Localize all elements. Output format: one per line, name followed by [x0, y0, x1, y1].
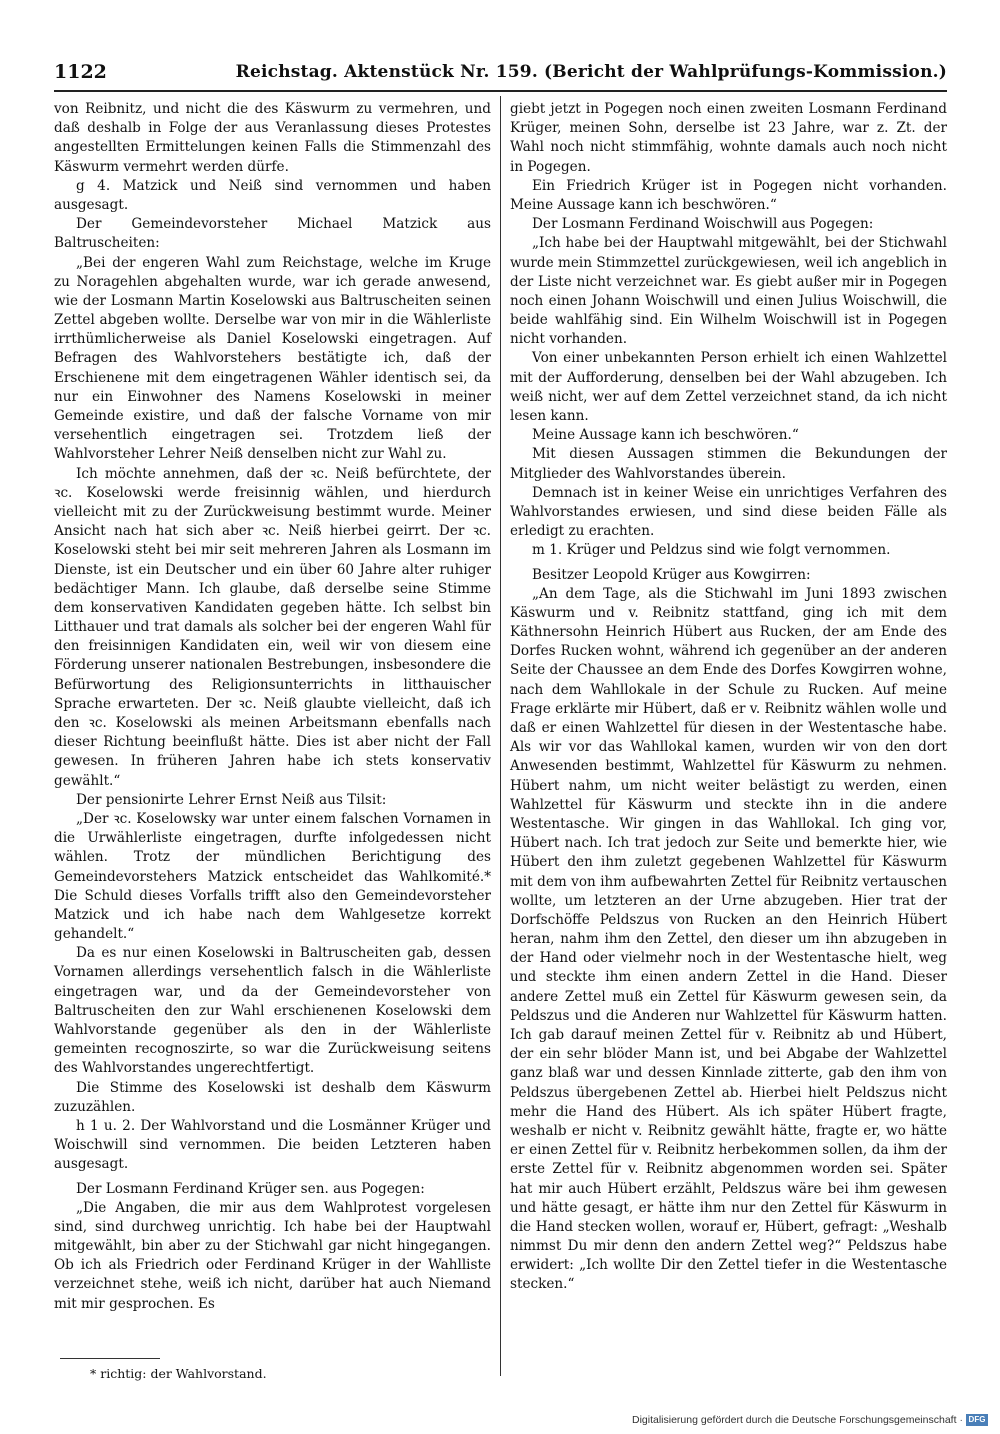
- paragraph: h 1 u. 2. Der Wahlvorstand und die Losmänner Krüger und Woischwill sind vernommen. Die beiden Letzteren haben ausgesagt.: [54, 1117, 491, 1173]
- page-number: 1122: [54, 61, 107, 83]
- paragraph: Da es nur einen Koselowski in Baltruscheiten gab, dessen Vornamen allerdings versehentlich falsch in die Wählerliste eingetragen war, und da der Gemeindevorsteher von Baltruscheiten den zur Wahl erschienenen Koselowski dem Wahlvorstande gegenüber als den in der Wählerliste gemeinten recognoszirte, so war die Zurückweisung seitens des Wahlvorstandes ungerechtfertigt.: [54, 945, 491, 1077]
- paragraph: Ein Friedrich Krüger ist in Pogegen nicht vorhanden. Meine Aussage kann ich beschwören.“: [510, 177, 947, 213]
- footnote-divider: [60, 1358, 160, 1359]
- credit-text: Digitalisierung gefördert durch die Deutsche Forschungsgemeinschaft: [631, 1414, 957, 1426]
- paragraph: g 4. Matzick und Neiß sind vernommen und haben ausgesagt.: [54, 177, 491, 213]
- paragraph: Der Losmann Ferdinand Woischwill aus Pogegen:: [532, 216, 874, 233]
- paragraph: von Reibnitz, und nicht die des Käswurm zu vermehren, und daß deshalb in Folge der aus Veranlassung dieses Protestes angestellten Ermittelungen keinen Falls die Stimmenzahl des Käswurm vermehrt werden dürfe.: [54, 101, 491, 175]
- paragraph: Der pensionirte Lehrer Ernst Neiß aus Tilsit:: [76, 791, 387, 808]
- paragraph: Besitzer Leopold Krüger aus Kowgirren:: [532, 566, 811, 583]
- left-column: [54, 100, 491, 1314]
- running-title: Reichstag. Aktenstück Nr. 159. (Bericht der Wahlprüfungs-Kommission.): [235, 62, 947, 82]
- credit-separator: ·: [959, 1414, 963, 1426]
- right-column: [510, 100, 947, 1295]
- paragraph: m 1. Krüger und Peldzus sind wie folgt vernommen.: [532, 542, 891, 559]
- paragraph: „Der ꝛc. Koselowsky war unter einem falschen Vornamen in die Urwählerliste eingetragen, durfte infolgedessen nicht wählen. Trotz der mündlichen Berichtigung des Gemeindevorstehers Matzick entscheidet das Wahlkomité.* Die Schuld dieses Vorfalls trifft also den Gemeindevorsteher Matzick und ich habe nach dem Wahlgesetze korrekt gehandelt.“: [54, 810, 491, 943]
- paragraph: „Ich habe bei der Hauptwahl mitgewählt, bei der Stichwahl wurde mein Stimmzettel zurückgewiesen, weil ich angeblich in der Liste nicht verzeichnet war. Es giebt außer mir in Pogegen noch einen Johann Woischwill und einen Julius Woischwill, die beide wahlfähig sind. Ein Wilhelm Woischwill ist in Pogegen nicht vorhanden.: [510, 235, 947, 348]
- paragraph: Mit diesen Aussagen stimmen die Bekundungen der Mitglieder des Wahlvorstandes überein.: [510, 446, 947, 482]
- paragraph: giebt jetzt in Pogegen noch einen zweiten Losmann Ferdinand Krüger, meinen Sohn, derselbe ist 23 Jahre, war z. Zt. der Wahl noch nicht stimmfähig, wohnte damals auch noch nicht in Pogegen.: [510, 101, 947, 175]
- digitization-credit: [632, 1414, 988, 1426]
- dfg-logo-icon: DFG: [966, 1414, 988, 1426]
- paragraph: Meine Aussage kann ich beschwören.“: [532, 427, 799, 444]
- paragraph: Der Losmann Ferdinand Krüger sen. aus Pogegen:: [76, 1180, 425, 1197]
- paragraph: „Bei der engeren Wahl zum Reichstage, welche im Kruge zu Noragehlen abgehalten wurde, war ich gerade anwesend, wie der Losmann Martin Koselowski aus Baltruscheiten seinen Zettel abgeben wollte. Derselbe war von mir in die Wählerliste irrthümlicherweise als Daniel Koselowski eingetragen. Auf Befragen des Wahlvorstehers bestätigte ich, daß der Erschienene mit dem eingetragenen Wähler identisch sei, da nur ein Einwohner des Namens Koselowski in meiner Gemeinde existire, und daß der falsche Vorname von mir versehentlich eingetragen sei. Trotzdem ließ der Wahlvorsteher Lehrer Neiß denselben nicht zur Wahl zu.: [54, 254, 491, 463]
- paragraph: Ich möchte annehmen, daß der ꝛc. Neiß befürchtete, der ꝛc. Koselowski werde freisinnig wählen, und hierdurch vielleicht mit zu der Zurückweisung bestimmt wurde. Meiner Ansicht nach hat sich aber ꝛc. Neiß hierbei geirrt. Der ꝛc. Koselowski steht bei mir seit mehreren Jahren als Losmann im Dienste, ist ein Deutscher und ein über 60 Jahre alter ruhiger bedächtiger Mann. Ich glaube, daß derselbe seine Stimme dem konservativen Kandidaten gegeben hätte. Ich selbst bin Litthauer und trat damals als solcher bei der engeren Wahl für den freisinnigen Kandidaten ein, weil wir von diesem eine Förderung unserer nationalen Bestrebungen, insbesondere die Befürwortung des Religionsunterrichts in litthauischer Sprache erwarteten. Der ꝛc. Neiß glaubte vielleicht, daß ich den ꝛc. Koselowski als meinen Arbeitsmann ebenfalls nach dieser Richtung beeinflußt hätte. Dies ist aber nicht der Fall gewesen. In früheren Jahren habe ich stets konservativ gewählt.“: [54, 465, 491, 789]
- paragraph: Der Gemeindevorsteher Michael Matzick aus Baltruscheiten:: [54, 216, 491, 252]
- footnote: * richtig: der Wahlvorstand.: [90, 1366, 267, 1381]
- paragraph: Die Stimme des Koselowski ist deshalb dem Käswurm zuzuzählen.: [54, 1079, 491, 1115]
- column-divider: [500, 96, 501, 1376]
- paragraph: „Die Angaben, die mir aus dem Wahlprotest vorgelesen sind, sind durchweg unrichtig. Ich habe bei der Hauptwahl mitgewählt, bin aber zu der Stichwahl gar nicht hingegangen. Ob ich als Friedrich oder Ferdinand Krüger in der Wahlliste verzeichnet stehe, weiß ich nicht, darüber hat auch Niemand mit mir gesprochen. Es: [54, 1199, 491, 1312]
- paragraph: Von einer unbekannten Person erhielt ich einen Wahlzettel mit der Aufforderung, denselben bei der Wahl abzugeben. Ich weiß nicht, wer auf dem Zettel verzeichnet stand, da ich nicht lesen kann.: [510, 350, 947, 424]
- paragraph: Demnach ist in keiner Weise ein unrichtiges Verfahren des Wahlvorstandes erwiesen, und sind diese beiden Fälle als erledigt zu erachten.: [510, 484, 947, 540]
- page-header: [54, 62, 947, 92]
- paragraph: „An dem Tage, als die Stichwahl im Juni 1893 zwischen Käswurm und v. Reibnitz stattfand, ging ich mit dem Käthnersohn Heinrich Hübert aus Rucken, der am Ende des Dorfes Rucken wohnt, während ich gegenüber an der anderen Seite der Chaussee an dem Ende des Dorfes Kowgirren wohne, nach dem Wahllokale in der Schule zu Rucken. Auf meine Frage erklärte mir Hübert, daß er v. Reibnitz wählen wolle und daß er einen Wahlzettel für diesen in der Westentasche habe. Als wir vor das Wahllokal kamen, wurden wir von den dort Anwesenden bestimmt, Wahlzettel für Käswurm zu nehmen. Hübert nahm, um nicht weiter belästigt zu werden, einen Wahlzettel für Käswurm und steckte ihn in die andere Westentasche. Wir gingen in das Wahllokal. Ich ging vor, Hübert nach. Ich trat jedoch zur Seite und bemerkte hier, wie Hübert den ihm zuletzt gegebenen Wahlzettel für Käswurm mit dem von ihm aufbewahrten Zettel für Reibnitz vertauschen wollte, um letzteren an der Urne abzugeben. Hier trat der Dorfschöffe Peldszus von Rucken an den Heinrich Hübert heran, nahm ihm den Zettel, den dieser um ihn abzugeben in der Hand oder vielmehr noch in der Westentasche hielt, weg und steckte ihm einen andern Zettel in die Hand. Dieser andere Zettel muß ein Zettel für Käswurm gewesen sein, da Peldszus und die Anderen nur Wahlzettel für Käswurm hatten. Ich gab darauf meinen Zettel für v. Reibnitz ab und Hübert, der ein sehr blöder Mann ist, und bei Abgabe der Wahlzettel ganz blaß war und dessen Kinnlade zitterte, gab den ihm von Peldszus übergebenen Zettel ab. Hierbei hielt Peldszus nicht mehr die Hand des Hübert. Als ich später Hübert fragte, weshalb er nicht v. Reibnitz gewählt hätte, fragte er, wo hätte er einen Zettel für v. Reibnitz herbekommen sollen, da ihm der erste Zettel für v. Reibnitz abgenommen worden sei. Später hat mir auch Hübert erzählt, Peldszus wäre bei ihm gewesen und hätte gesagt, er hätte ihm nur den Zettel für Käswurm in die Hand stecken wollen, worauf er, Hübert, gefragt: „Weshalb nimmst Du mir denn den andern Zettel weg?“ Peldszus habe erwidert: „Ich wollte Dir den Zettel tiefer in die Westentasche stecken.“: [510, 585, 947, 1293]
